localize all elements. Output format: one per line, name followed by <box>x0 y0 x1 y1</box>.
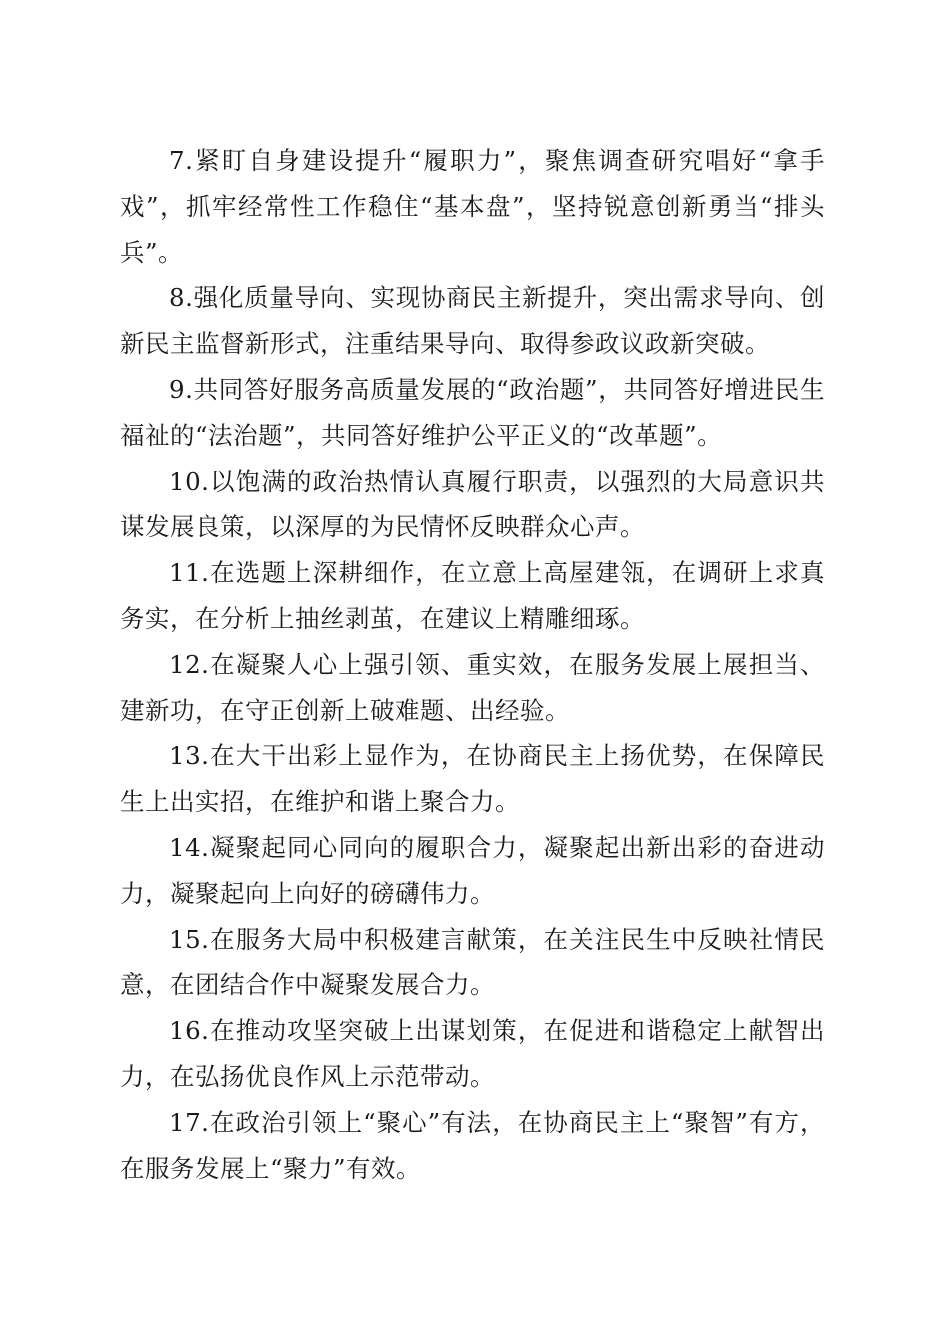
paragraph-7: 7.紧盯自身建设提升“履职力”，聚焦调查研究唱好“拿手戏”，抓牢经常性工作稳住“基本盘”，坚持锐意创新勇当“排头兵”。 <box>120 146 825 267</box>
paragraph-16: 16.在推动攻坚突破上出谋划策，在促进和谐稳定上献智出力，在弘扬优良作风上示范带动。 <box>120 1016 825 1091</box>
paragraph-13: 13.在大干出彩上显作为，在协商民主上扬优势，在保障民生上出实招，在维护和谐上聚合力。 <box>120 741 825 817</box>
paragraph-15: 15.在服务大局中积极建言献策，在关注民生中反映社情民意，在团结合作中凝聚发展合力。 <box>120 924 825 1000</box>
paragraph-11: 11.在选题上深耕细作，在立意上高屋建瓴，在调研上求真务实，在分析上抽丝剥茧，在建议上精雕细琢。 <box>120 558 825 633</box>
paragraph-14: 14.凝聚起同心同向的履职合力，凝聚起出新出彩的奋进动力，凝聚起向上向好的磅礴伟力。 <box>120 832 825 908</box>
paragraph-17: 17.在政治引领上“聚心”有法，在协商民主上“聚智”有方，在服务发展上“聚力”有效。 <box>120 1107 825 1183</box>
paragraph-9: 9.共同答好服务高质量发展的“政治题”，共同答好增进民生福祉的“法治题”，共同答好维护公平正义的“改革题”。 <box>120 374 825 450</box>
document-body <box>120 138 825 1191</box>
paragraph-12: 12.在凝聚人心上强引领、重实效，在服务发展上展担当、建新功，在守正创新上破难题、出经验。 <box>120 649 825 725</box>
paragraph-10: 10.以饱满的政治热情认真履行职责，以强烈的大局意识共谋发展良策，以深厚的为民情怀反映群众心声。 <box>120 466 825 542</box>
paragraph-8: 8.强化质量导向、实现协商民主新提升，突出需求导向、创新民主监督新形式，注重结果导向、取得参政议政新突破。 <box>120 283 825 359</box>
